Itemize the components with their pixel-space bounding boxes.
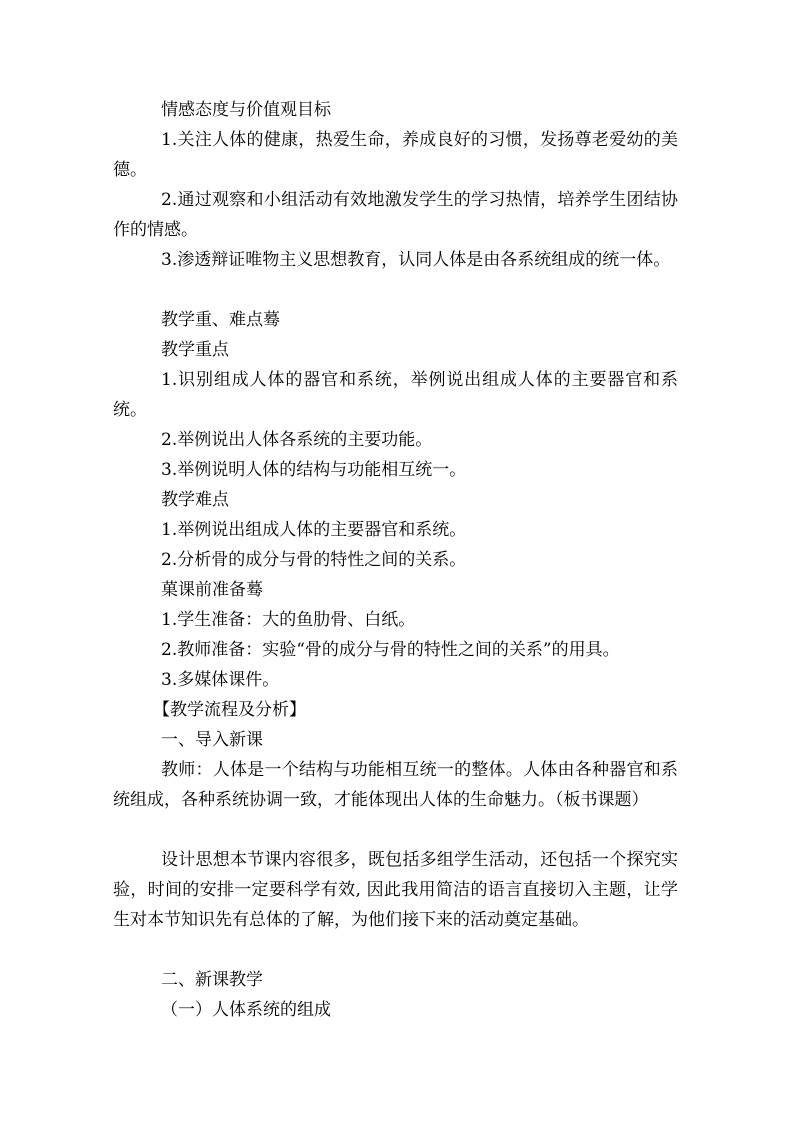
heading-teaching-flow: 【教学流程及分析】 <box>153 700 306 720</box>
emotion-goal-2: 2.通过观察和小组活动有效地激发学生的学习热情，培养学生团结协作的情感。 <box>113 190 678 240</box>
heading-body-systems: （一）人体系统的组成 <box>161 1000 331 1020</box>
emotion-goal-3: 3.渗透辩证唯物主义思想教育，认同人体是由各系统组成的统一体。 <box>161 250 671 270</box>
heading-emotion-goals: 情感态度与价值观目标 <box>161 100 331 120</box>
emotion-goal-1: 1.关注人体的健康，热爱生命，养成良好的习惯，发扬尊老爱幼的美德。 <box>113 130 678 180</box>
heading-key-difficult: 教学重、难点蓦 <box>161 310 280 330</box>
difficult-point-1: 1.举例说出组成人体的主要器官和系统。 <box>161 520 467 540</box>
key-point-2: 2.举例说出人体各系统的主要功能。 <box>161 430 433 450</box>
heading-preparation: 菓课前准备蓦 <box>161 580 263 600</box>
preparation-1: 1.学生准备：大的鱼肋骨、白纸。 <box>161 610 416 630</box>
difficult-point-2: 2.分析骨的成分与骨的特性之间的关系。 <box>161 550 467 570</box>
heading-key-points: 教学重点 <box>161 340 229 360</box>
preparation-3: 3.多媒体课件。 <box>161 670 280 690</box>
heading-new-lesson: 二、新课教学 <box>161 970 263 990</box>
design-idea-text: 设计思想本节课内容很多，既包括多组学生活动，还包括一个探究实验，时间的安排一定要科学有效, 因此我用简洁的语言直接切入主题，让学生对本节知识先有总体的了解，为他们接下来的活动奠定基础。 <box>113 850 678 930</box>
heading-introduction: 一、导入新课 <box>161 730 263 750</box>
key-point-3: 3.举例说明人体的结构与功能相互统一。 <box>161 460 467 480</box>
heading-difficult-points: 教学难点 <box>161 490 229 510</box>
preparation-2: 2.教师准备：实验“骨的成分与骨的特性之间的关系”的用具。 <box>161 640 620 660</box>
key-point-1: 1.识别组成人体的器官和系统，举例说出组成人体的主要器官和系统。 <box>113 370 678 420</box>
introduction-text: 教师：人体是一个结构与功能相互统一的整体。人体由各种器官和系统组成，各种系统协调一致，才能体现出人体的生命魅力。（板书课题） <box>113 760 678 810</box>
